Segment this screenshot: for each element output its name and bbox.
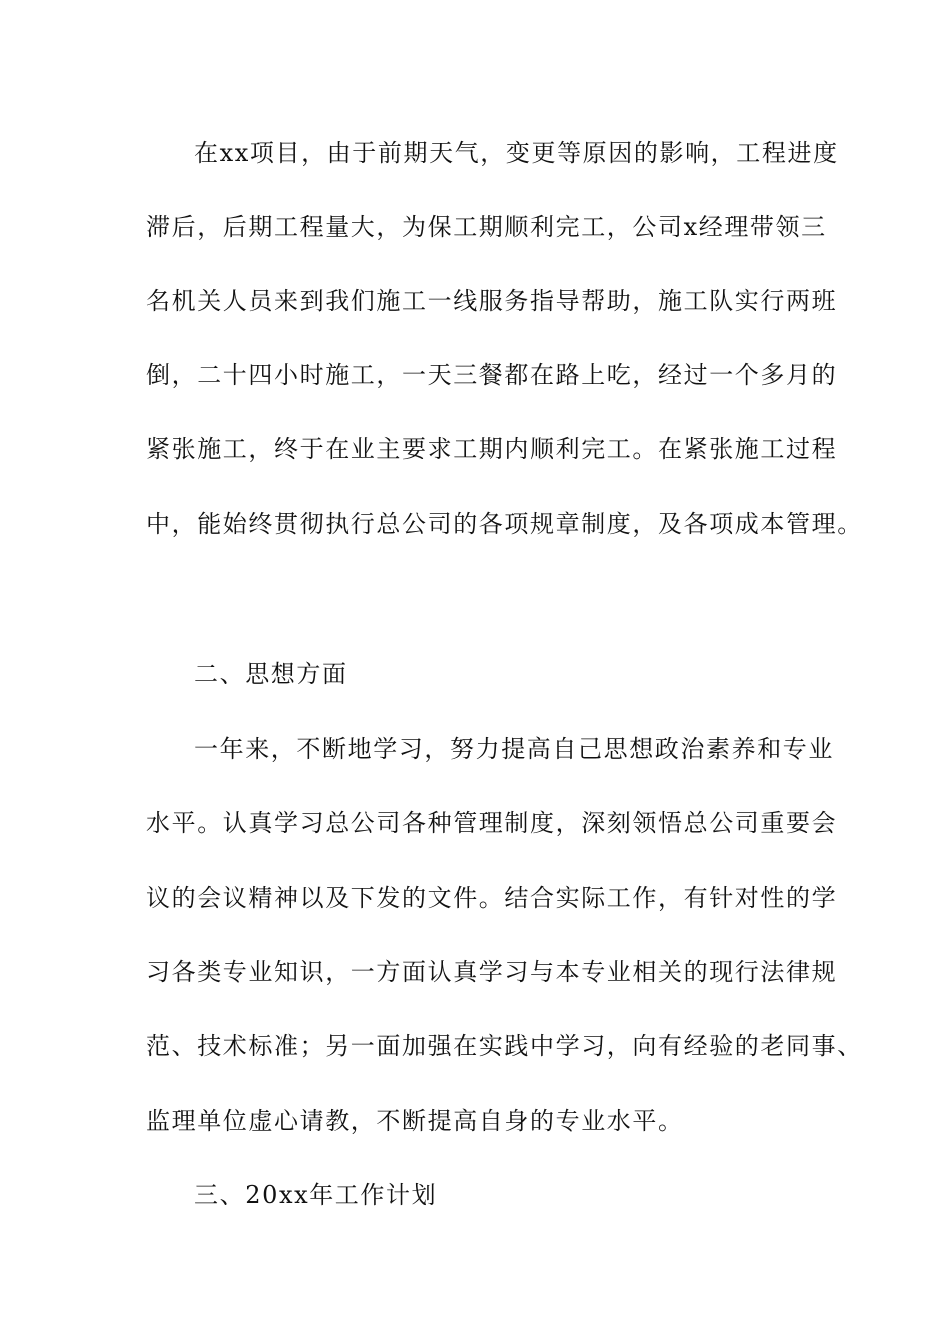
paragraph-line: 滞后，后期工程量大，为保工期顺利完工，公司x经理带领三 — [146, 213, 827, 241]
section-heading: 三、20xx年工作计划 — [194, 1181, 438, 1209]
paragraph-line: 中，能始终贯彻执行总公司的各项规章制度，及各项成本管理。 — [146, 510, 863, 538]
paragraph-line: 倒，二十四小时施工，一天三餐都在路上吃，经过一个多月的 — [146, 361, 838, 389]
paragraph-line: 议的会议精神以及下发的文件。结合实际工作，有针对性的学 — [146, 884, 838, 912]
paragraph-line: 水平。认真学习总公司各种管理制度，深刻领悟总公司重要会 — [146, 809, 838, 837]
paragraph-line: 习各类专业知识，一方面认真学习与本专业相关的现行法律规 — [146, 958, 838, 986]
section-heading: 二、思想方面 — [194, 660, 348, 688]
paragraph-line: 监理单位虚心请教，不断提高自身的专业水平。 — [146, 1107, 684, 1135]
paragraph-line: 名机关人员来到我们施工一线服务指导帮助，施工队实行两班 — [146, 287, 838, 315]
paragraph-line: 紧张施工，终于在业主要求工期内顺利完工。在紧张施工过程 — [146, 435, 838, 463]
paragraph-line: 一年来，不断地学习，努力提高自己思想政治素养和专业 — [194, 735, 834, 763]
paragraph-line: 范、技术标准；另一面加强在实践中学习，向有经验的老同事、 — [146, 1032, 863, 1060]
paragraph-line: 在xx项目，由于前期天气，变更等原因的影响，工程进度 — [194, 139, 839, 167]
